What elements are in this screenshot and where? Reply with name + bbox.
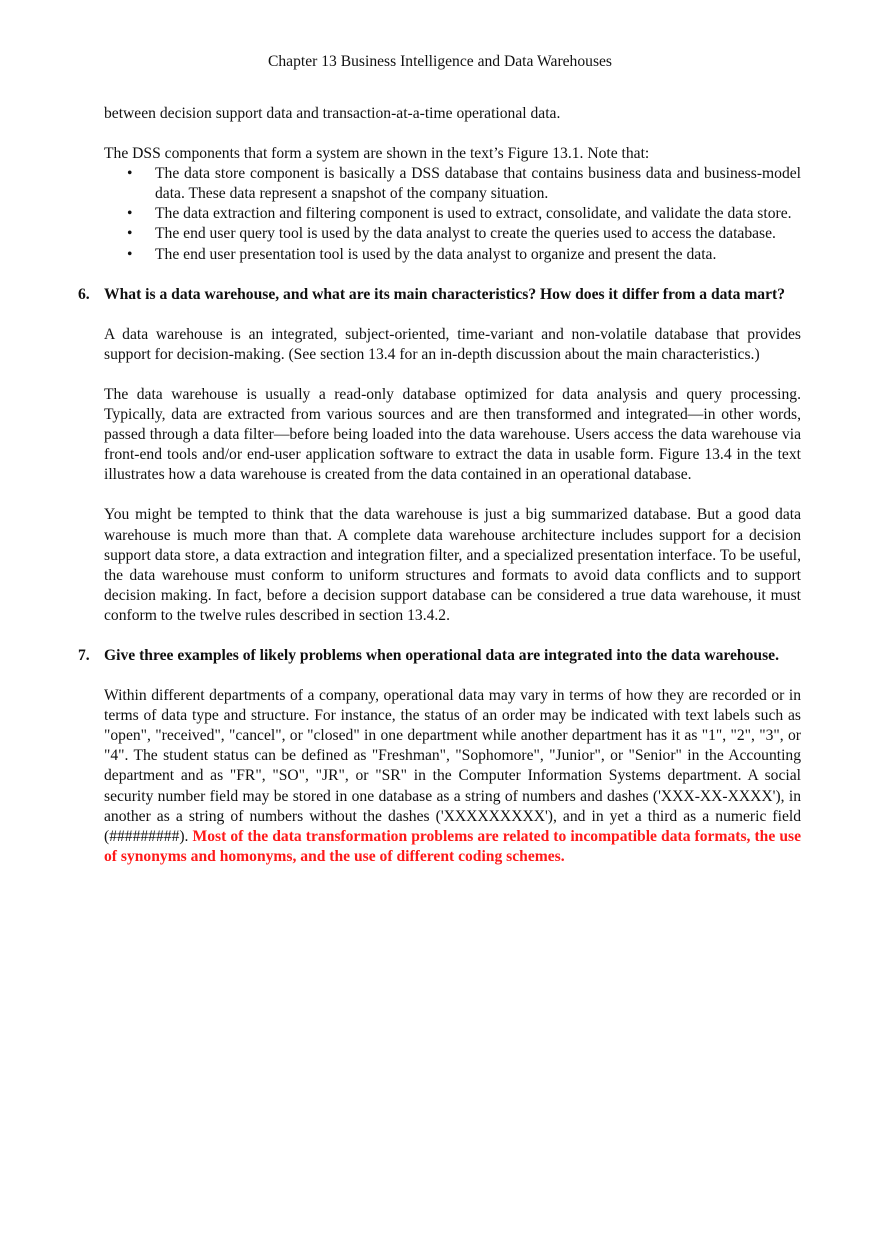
question-number: 7. [78,646,90,664]
list-item-text: The data store component is basically a DSS database that contains business data and business-model data. These data represent a snapshot of the company situation. [155,165,801,203]
bullet-icon: • [127,245,133,263]
answer-paragraph: You might be tempted to think that the data warehouse is just a big summarized database. But a good data warehouse is much more than that. A complete data warehouse architecture includes support for a decision support data store, a data extraction and integration filter, and a specialized presentation interface. To be useful, the data warehouse must conform to uniform structures and formats to avoid data conflicts and to support decision making. In fact, before a decision support database can be considered a true data warehouse, it must conform to the twelve rules described in section 13.4.2. [104,506,801,624]
highlighted-conclusion: Most of the data transformation problems are related to incompatible data formats, the use of synonyms and homonyms, and the use of different coding schemes. [104,827,801,865]
list-item-text: The end user presentation tool is used by the data analyst to organize and present the data. [155,245,717,263]
continuation-paragraph: between decision support data and transaction-at-a-time operational data. [104,105,561,122]
page-header: Chapter 13 Business Intelligence and Data Warehouses [267,53,613,70]
list-item [104,164,801,204]
answer-paragraph [104,686,801,867]
list-item-text: The data extraction and filtering component is used to extract, consolidate, and validate the data store. [155,205,792,223]
answer-paragraph: The data warehouse is usually a read-only database optimized for data analysis and query processing. Typically, data are extracted from various sources and are then transformed and integrated—in other words, passed through a data filter—before being loaded into the data warehouse. Users access the data warehouse via front-end tools and/or end-user application software to extract the data in usable form. Figure 13.4 in the text illustrates how a data warehouse is created from the data contained in an operational database. [104,385,801,484]
document-body [78,104,801,867]
list-item-text: The end user query tool is used by the data analyst to create the queries used to access the database. [155,225,776,243]
dss-components-list [104,164,801,264]
list-item [104,204,801,224]
bullet-icon: • [127,205,133,223]
bullet-icon: • [127,225,133,243]
dss-components-lead: The DSS components that form a system are shown in the text’s Figure 13.1. Note that: [104,145,650,163]
list-item [104,245,801,265]
list-item [104,224,801,244]
question-7 [78,646,801,666]
question-6 [78,285,801,305]
bullet-icon: • [127,165,133,183]
question-text: Give three examples of likely problems when operational data are integrated into the data warehouse. [104,646,779,664]
question-number: 6. [78,285,90,303]
answer-paragraph: A data warehouse is an integrated, subject-oriented, time-variant and non-volatile database that provides support for decision-making. (See section 13.4 for an in-depth discussion about the main characteristics.) [104,325,801,363]
answer-text: Within different departments of a company, operational data may vary in terms of how they are recorded or in terms of data type and structure. For instance, the status of an order may be indicated with text labels such as "open", "received", "cancel", or "closed" in one department while another department has it as "1", "2", "3", or "4". The student status can be defined as "Freshman", "Sophomore", "Junior", or "Senior" in the Accounting department and as "FR", "SO", "JR", or "SR" in the Computer Information Systems department. A social security number field may be stored in one database as a string of numbers and dashes ('XXX-XX-XXXX'), in another as a string of numbers without the dashes ('XXXXXXXXX'), and in yet a third as a numeric field (#########). [104,687,801,845]
question-text: What is a data warehouse, and what are its main characteristics? How does it differ from a data mart? [104,285,786,303]
